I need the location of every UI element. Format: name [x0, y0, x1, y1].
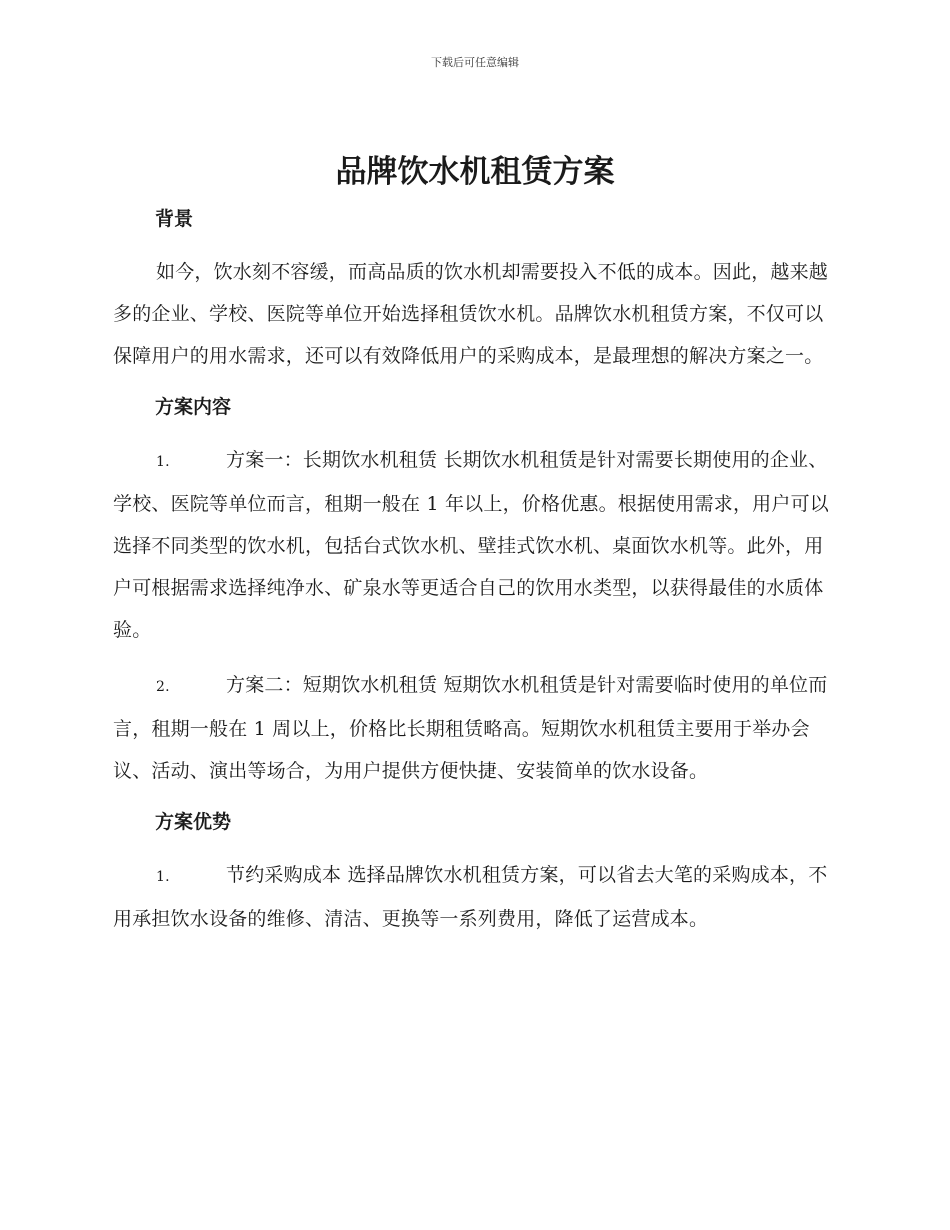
- section-heading-plan-content: 方案内容: [155, 396, 232, 418]
- paragraph-text: 方案一：长期饮水机租赁 长期饮水机租赁是针对需要长期使用的企业、学校、医院等单位而言，租期一般在 1 年以上，价格优惠。根据使用需求，用户可以选择不同类型的饮水机，包括台式饮水机、壁挂式饮水机、桌面饮水机等。此外，用户可根据需求选择纯净水、矿泉水等更适合自己的饮用水类型，以获得最佳的水质体验。: [113, 449, 829, 641]
- document-body: [113, 202, 840, 953]
- background-paragraph: [113, 251, 840, 377]
- paragraph-text: 节约采购成本 选择品牌饮水机租赁方案，可以省去大笔的采购成本，不用承担饮水设备的维修、清洁、更换等一系列费用，降低了运营成本。: [113, 864, 828, 930]
- list-number: 1.: [156, 869, 170, 885]
- list-number: 2.: [156, 679, 170, 695]
- document-title: 品牌饮水机租赁方案: [335, 154, 615, 190]
- advantage-item-cost-saving: [113, 854, 840, 940]
- list-number: 1.: [156, 454, 170, 470]
- plan-item-short-term: [113, 664, 840, 792]
- header-note: 下载后可任意编辑: [431, 56, 519, 69]
- section-heading-advantages: 方案优势: [155, 811, 232, 833]
- paragraph-text: 方案二：短期饮水机租赁 短期饮水机租赁是针对需要临时使用的单位而言，租期一般在 1 周以上，价格比长期租赁略高。短期饮水机租赁主要用于举办会议、活动、演出等场合，为用户提供方便快捷、安装简单的饮水设备。: [113, 674, 828, 782]
- section-heading-background: 背景: [155, 208, 194, 230]
- paragraph-text: 如今，饮水刻不容缓，而高品质的饮水机却需要投入不低的成本。因此，越来越多的企业、学校、医院等单位开始选择租赁饮水机。品牌饮水机租赁方案，不仅可以保障用户的用水需求，还可以有效降低用户的采购成本，是最理想的解决方案之一。: [113, 261, 829, 367]
- plan-item-long-term: [113, 439, 840, 651]
